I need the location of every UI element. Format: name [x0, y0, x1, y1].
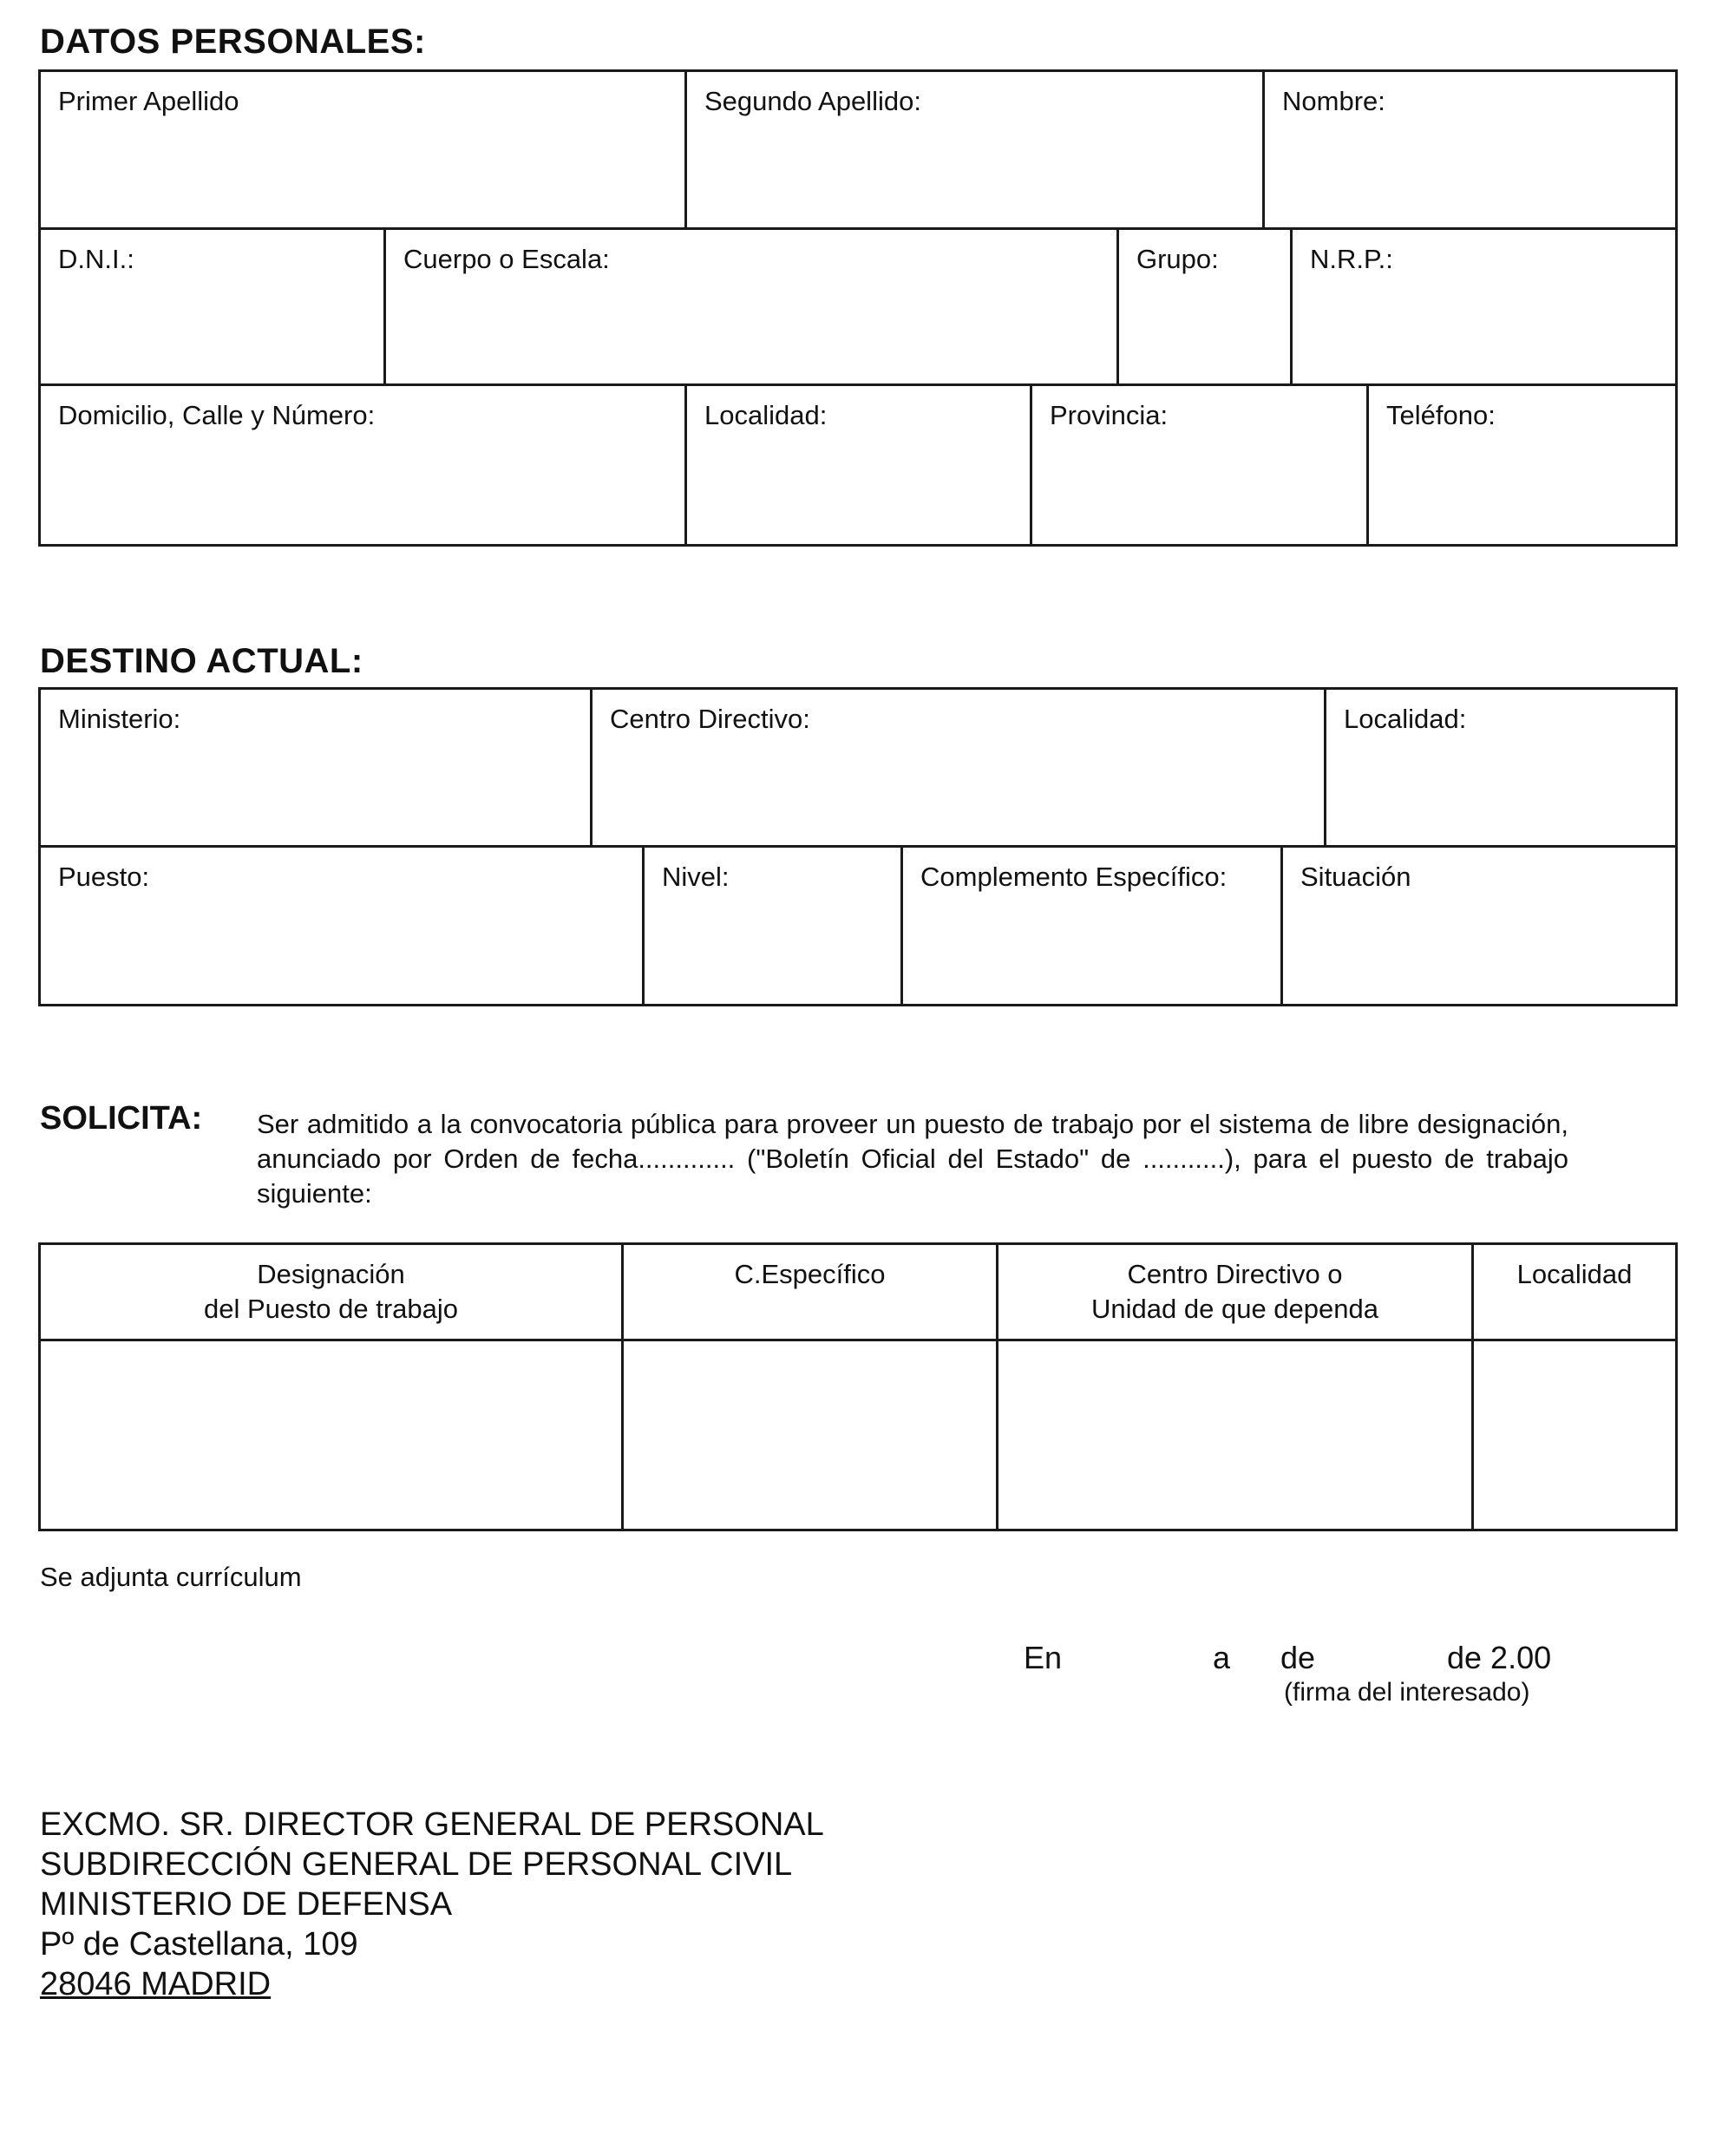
solicita-label: SOLICITA: — [40, 1100, 203, 1137]
datos-personales-form — [38, 69, 1678, 547]
centro-directivo-input[interactable] — [998, 1340, 1473, 1530]
firma-interesado: (firma del interesado) — [1284, 1678, 1530, 1707]
segundo-apellido-label: Segundo Apellido: — [704, 86, 921, 116]
c-especifico-header: C.Específico — [623, 1244, 998, 1340]
localidad-input[interactable] — [1473, 1340, 1677, 1530]
puesto-header-row — [40, 1244, 1677, 1340]
fecha-en: En — [1024, 1640, 1063, 1675]
ministerio-label: Ministerio: — [58, 704, 181, 734]
nivel-label: Nivel: — [662, 862, 730, 892]
nombre-field[interactable] — [1265, 72, 1675, 227]
primer-apellido-label: Primer Apellido — [58, 86, 239, 116]
ministerio-field[interactable] — [41, 690, 593, 845]
destino-localidad-field[interactable] — [1326, 690, 1675, 845]
datos-row-2 — [41, 230, 1675, 386]
c-especifico-input[interactable] — [623, 1340, 998, 1530]
puesto-input-row — [40, 1340, 1677, 1530]
dni-label: D.N.I.: — [58, 244, 134, 274]
destino-row-2 — [41, 848, 1675, 1004]
destino-localidad-label: Localidad: — [1344, 704, 1467, 734]
puesto-table — [38, 1242, 1678, 1531]
designacion-input[interactable] — [40, 1340, 623, 1530]
dni-field[interactable] — [41, 230, 386, 383]
datos-row-1 — [41, 72, 1675, 230]
address-line: EXCMO. SR. DIRECTOR GENERAL DE PERSONAL — [40, 1806, 824, 1843]
datos-personales-title: DATOS PERSONALES: — [40, 23, 426, 61]
puesto-field[interactable] — [41, 848, 645, 1004]
situacion-field[interactable] — [1283, 848, 1675, 1004]
fecha-de: de — [1280, 1640, 1316, 1675]
nrp-label: N.R.P.: — [1310, 244, 1393, 274]
complemento-especifico-label: Complemento Específico: — [920, 862, 1228, 892]
telefono-label: Teléfono: — [1386, 400, 1496, 430]
nivel-field[interactable] — [645, 848, 903, 1004]
centro-directivo-field[interactable] — [593, 690, 1326, 845]
destino-actual-title: DESTINO ACTUAL: — [40, 642, 363, 680]
destino-row-1 — [41, 690, 1675, 848]
solicita-text: Ser admitido a la convocatoria pública para proveer un puesto de trabajo por el sistema de libre designación, anunciado por Orden de fecha............. ("Boletín Oficial del Estado" de ...........), para el puesto de trabajo siguiente: — [257, 1109, 1568, 1209]
telefono-field[interactable] — [1369, 386, 1675, 544]
complemento-especifico-field[interactable] — [903, 848, 1283, 1004]
address-line: SUBDIRECCIÓN GENERAL DE PERSONAL CIVIL — [40, 1846, 793, 1883]
adjunta-curriculum: Se adjunta currículum — [40, 1562, 302, 1592]
fecha-a: a — [1213, 1640, 1231, 1675]
provincia-field[interactable] — [1032, 386, 1369, 544]
localidad-header: Localidad — [1473, 1244, 1677, 1340]
segundo-apellido-field[interactable] — [687, 72, 1265, 227]
nombre-label: Nombre: — [1282, 86, 1385, 116]
domicilio-field[interactable] — [41, 386, 687, 544]
address-line: 28046 MADRID — [40, 1966, 272, 2002]
localidad-field[interactable] — [687, 386, 1032, 544]
fecha-anio: de 2.00 — [1447, 1640, 1552, 1675]
designacion-header: Designación del Puesto de trabajo — [40, 1244, 623, 1340]
address-block — [40, 1805, 824, 2004]
address-line: MINISTERIO DE DEFENSA — [40, 1886, 453, 1923]
localidad-label: Localidad: — [704, 400, 828, 430]
grupo-field[interactable] — [1119, 230, 1293, 383]
destino-actual-form — [38, 687, 1678, 1006]
cuerpo-escala-field[interactable] — [386, 230, 1119, 383]
datos-row-3 — [41, 386, 1675, 544]
nrp-field[interactable] — [1293, 230, 1675, 383]
grupo-label: Grupo: — [1136, 244, 1219, 274]
situacion-label: Situación — [1300, 862, 1411, 892]
provincia-label: Provincia: — [1050, 400, 1169, 430]
puesto-label: Puesto: — [58, 862, 150, 892]
primer-apellido-field[interactable] — [41, 72, 687, 227]
centro-directivo-label: Centro Directivo: — [610, 704, 810, 734]
domicilio-label: Domicilio, Calle y Número: — [58, 400, 376, 430]
cuerpo-escala-label: Cuerpo o Escala: — [403, 244, 610, 274]
centro-directivo-header: Centro Directivo o Unidad de que dependa — [998, 1244, 1473, 1340]
address-line: Pº de Castellana, 109 — [40, 1926, 358, 1963]
